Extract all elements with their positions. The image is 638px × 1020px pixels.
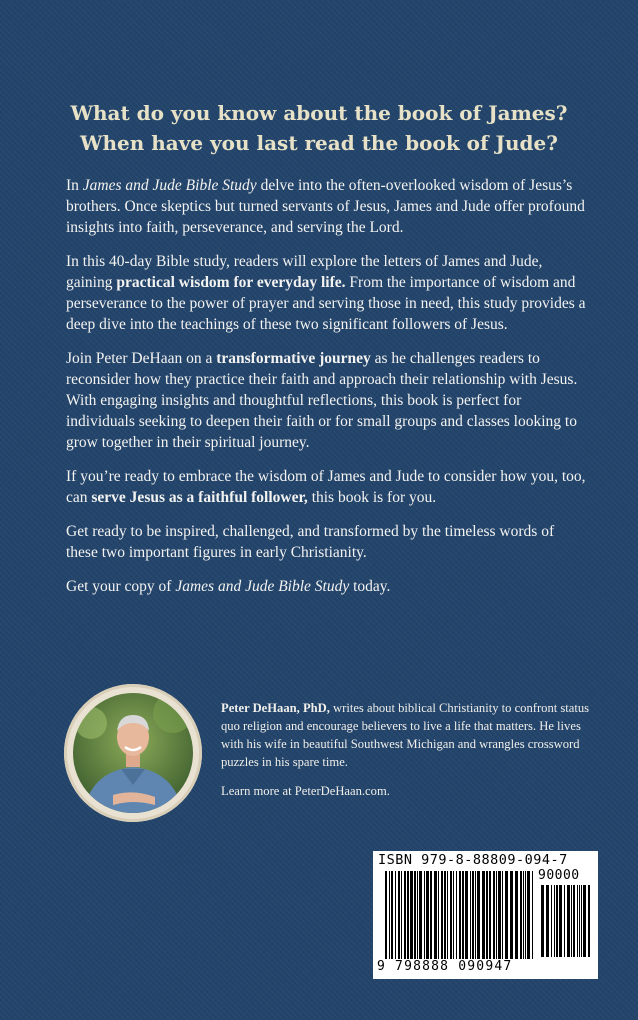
barcode-bar (523, 871, 524, 959)
barcode-bar (472, 871, 474, 959)
p4-text-end: this book is for you. (307, 489, 437, 506)
barcode-bar (470, 871, 471, 959)
barcode-bar (579, 885, 580, 957)
barcode-bar (438, 871, 439, 959)
headline (0, 98, 638, 158)
barcode-bar (510, 871, 513, 959)
barcode-bar (450, 871, 452, 959)
author-bio-text: writes about biblical Christianity to confront status quo religion and encourage believers to live a life that matters. He lives with his wife in beautiful Southwest Michigan and wrangles crossword puzzles in his spare time. (221, 701, 590, 769)
barcode-bar (493, 871, 495, 959)
author-portrait-icon (73, 693, 193, 813)
barcode-bar (414, 871, 416, 959)
barcode-bar (515, 871, 518, 959)
barcode-bar (532, 871, 533, 959)
barcode-bar (456, 871, 457, 959)
headline-line-2: When have you last read the book of Jude? (80, 131, 558, 155)
barcode-bar (573, 885, 575, 957)
p3-text-end: as he challenges readers to reconsider how they practice their faith and approach their relationship with Jesus. With engaging insights and thoughtful reflections, this book is perfect for individuals seeking to deepen their faith or for small groups and classes looking to grow together in their spiritual journey. (66, 350, 578, 451)
headline-line-1: What do you know about the book of James? (70, 101, 568, 125)
barcode-bar (404, 871, 406, 959)
book-description (66, 175, 586, 610)
barcode-bar (581, 885, 582, 957)
p4-highlight: serve Jesus as a faithful follower, (91, 489, 308, 506)
author-name: Peter DeHaan, PhD, (221, 701, 330, 715)
description-paragraph-4 (66, 466, 586, 508)
barcode-bar (498, 871, 501, 959)
barcode-bar (564, 885, 565, 957)
barcode-bar (571, 885, 572, 957)
barcode-bar (527, 871, 530, 959)
barcode-bar (559, 885, 562, 957)
p3-highlight: transformative journey (216, 350, 371, 367)
ean-number: 9 798888 090947 (377, 959, 513, 974)
barcode-bar (567, 885, 570, 957)
barcode-bar (407, 871, 409, 959)
barcode-bar (419, 871, 422, 959)
description-paragraph-2 (66, 251, 586, 335)
barcode-bar (496, 871, 497, 959)
author-bio-paragraph (221, 699, 593, 771)
author-website: Learn more at PeterDeHaan.com. (221, 784, 390, 798)
book-title: James and Jude Bible Study (82, 177, 257, 194)
p1-text: In (66, 177, 83, 194)
barcode-bar (441, 871, 443, 959)
barcode-bar (475, 871, 476, 959)
author-photo (64, 684, 202, 822)
book-title-2: James and Jude Bible Study (175, 578, 350, 595)
ean-barcode-bars (385, 871, 535, 959)
barcode-bar (430, 871, 432, 959)
barcode-bar (520, 871, 522, 959)
barcode-bar (444, 871, 446, 959)
p2-highlight: practical wisdom for everyday life. (116, 274, 346, 291)
barcode-bar (453, 871, 454, 959)
barcode-bar (541, 885, 544, 957)
p6-text-end: today. (349, 578, 391, 595)
barcode-bar (424, 871, 425, 959)
barcode-bar (577, 885, 578, 957)
barcode-bar (459, 871, 461, 959)
barcode-bar (556, 885, 558, 957)
barcode-bar (502, 871, 503, 959)
barcode-bar (417, 871, 418, 959)
barcode-bar (395, 871, 396, 959)
barcode-bar (486, 871, 488, 959)
p1-text-end: delve into the often-overlooked wisdom of Jesus’s brothers. Once skeptics but turned servants of Jesus, James and Jude offer profound insights into faith, perseverance, and serving the Lord. (66, 177, 585, 236)
barcode-bar (505, 871, 508, 959)
barcode-bar (389, 871, 390, 959)
barcode-bar (525, 871, 526, 959)
barcode-bar (434, 871, 437, 959)
barcode-bar (385, 871, 387, 959)
barcode-bar (477, 871, 480, 959)
isbn-barcode (373, 851, 598, 979)
p2-text-end: From the importance of wisdom and perseverance to the power of prayer and serving those in need, this study provides a deep dive into the teachings of these two significant followers of Jesus. (66, 274, 586, 333)
barcode-bar (489, 871, 491, 959)
description-paragraph-5: Get ready to be inspired, challenged, and transformed by the timeless words of these two important figures in early Christianity. (66, 523, 555, 561)
barcode-bar (391, 871, 393, 959)
barcode-bar (401, 871, 402, 959)
barcode-bar (588, 885, 590, 957)
description-paragraph-1 (66, 175, 586, 238)
barcode-bar (426, 871, 429, 959)
description-paragraph-6 (66, 576, 586, 597)
barcode-bar (462, 871, 464, 959)
p3-text: Join Peter DeHaan on a (66, 350, 217, 367)
isbn-text: ISBN 979-8-88809-094-7 (378, 852, 568, 868)
barcode-bar (465, 871, 468, 959)
barcode-bar (398, 871, 400, 959)
barcode-bar (551, 885, 552, 957)
barcode-bar (554, 885, 555, 957)
barcode-bar (546, 885, 549, 957)
barcode-bar (410, 871, 413, 959)
barcode-bar (482, 871, 485, 959)
addon-barcode-bars (541, 885, 593, 957)
p6-text: Get your copy of (66, 578, 176, 595)
p2-text: In this 40-day Bible study, readers will explore the letters of James and Jude, gaining (66, 253, 543, 291)
barcode-bar (583, 885, 586, 957)
barcode-bar (447, 871, 448, 959)
price-addon-number: 90000 (538, 868, 580, 883)
p4-text: If you’re ready to embrace the wisdom of James and Jude to consider how you, too, can (66, 468, 586, 506)
author-bio (221, 699, 593, 811)
description-paragraph-3 (66, 348, 586, 453)
